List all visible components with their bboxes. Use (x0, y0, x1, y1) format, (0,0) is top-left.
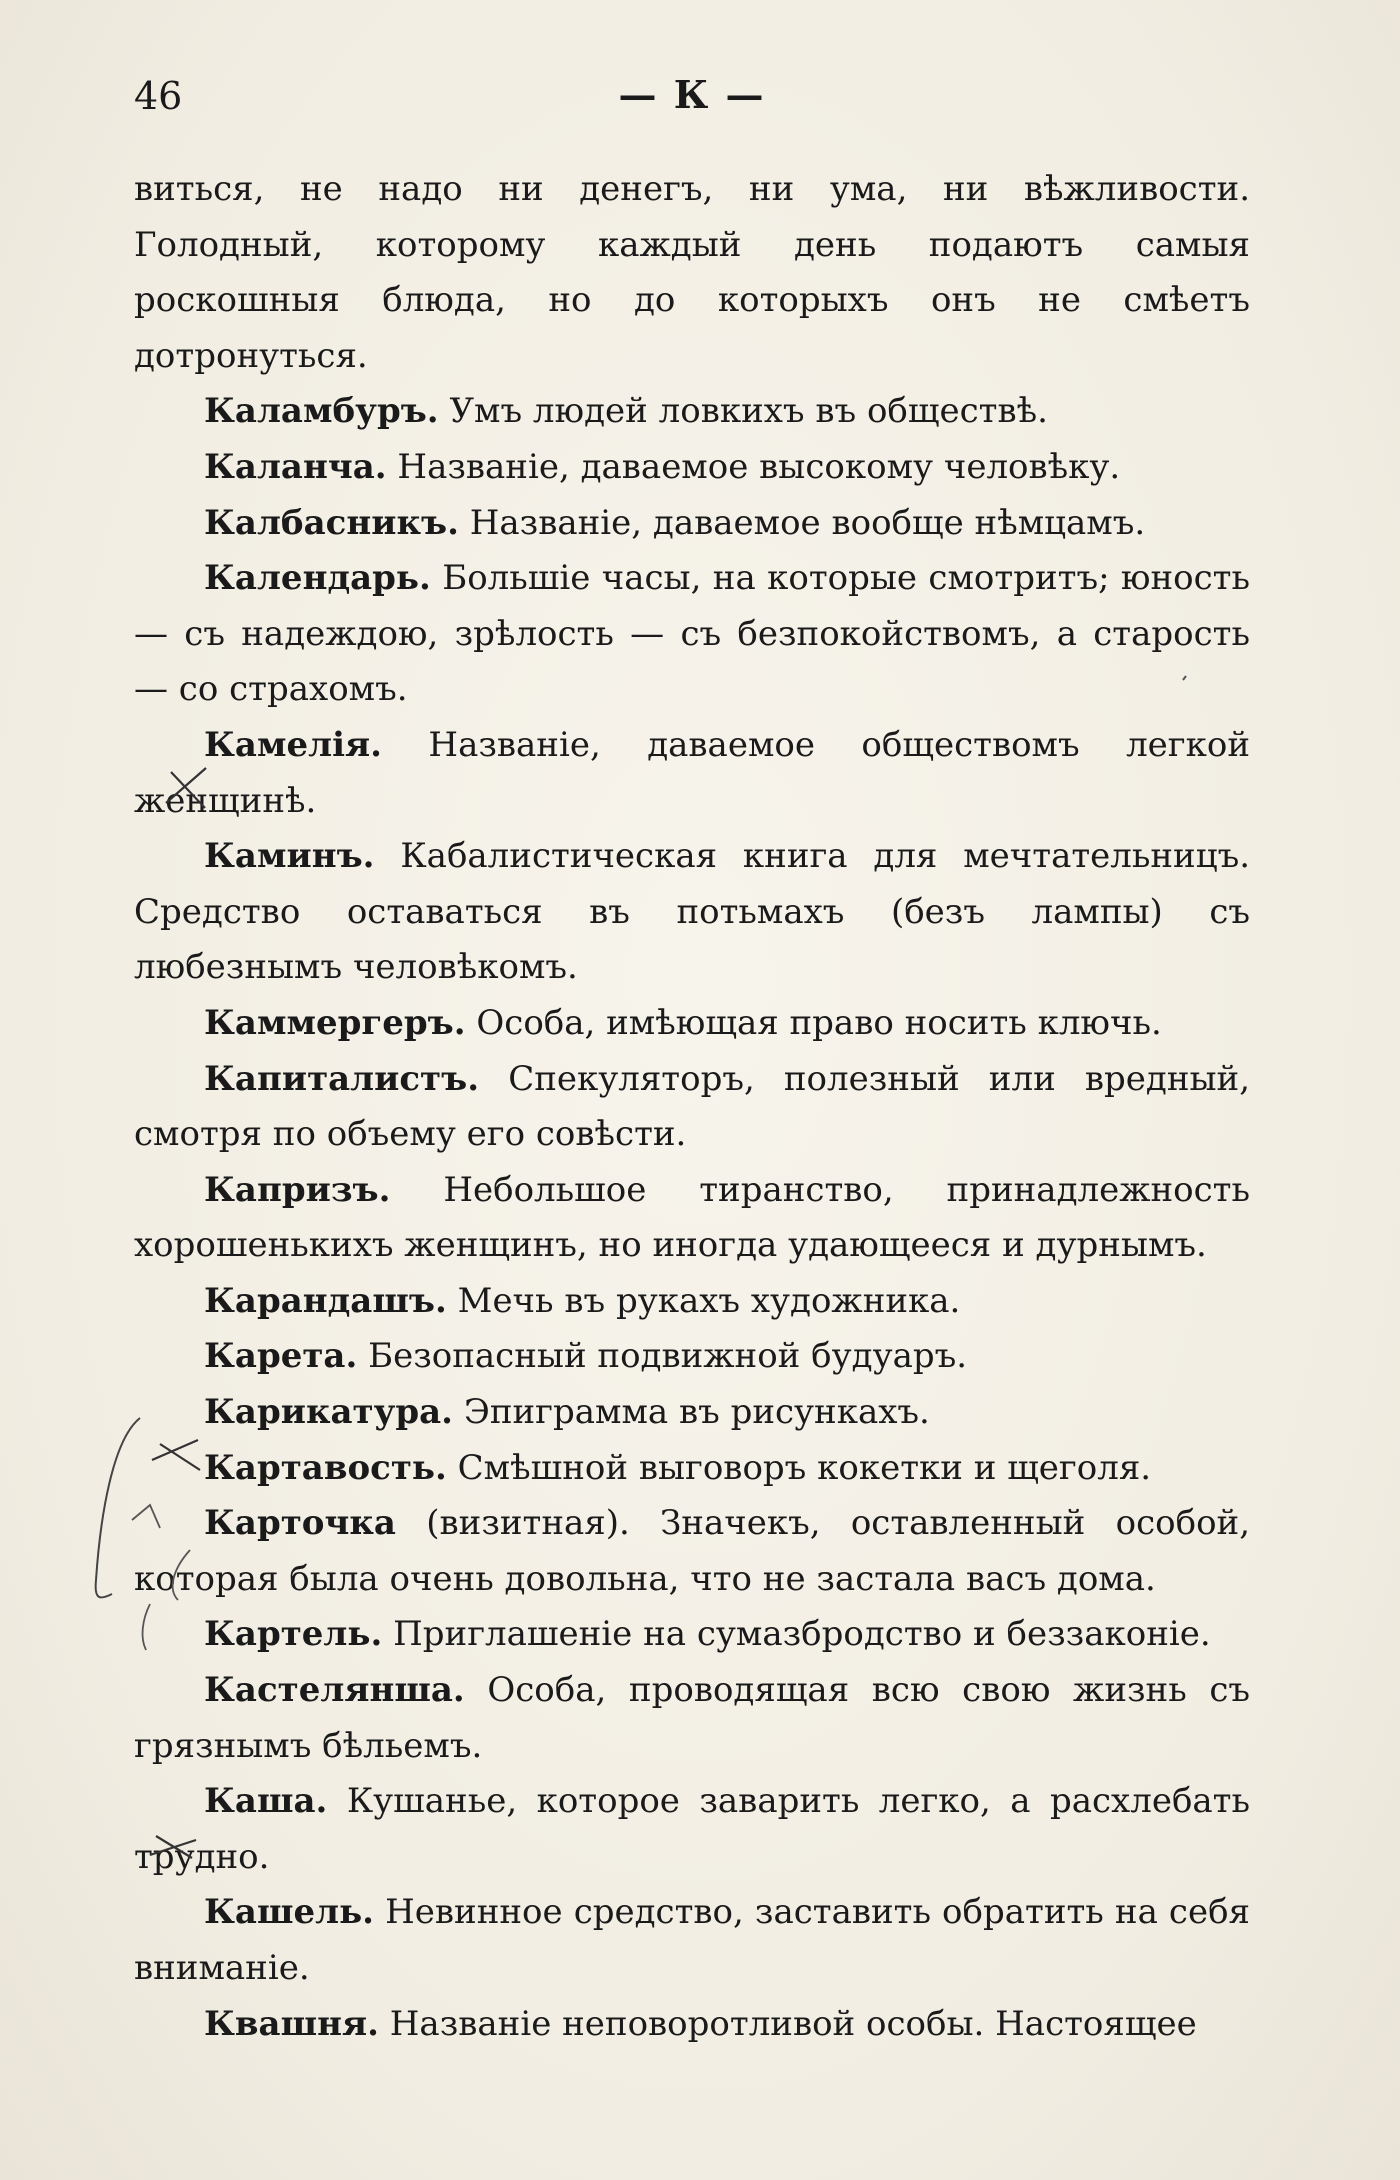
entry-definition: Эпиграмма въ рисункахъ. (463, 1392, 930, 1433)
page-header (134, 68, 1250, 128)
entry-definition: Небольшое тиранство, принадлежность хорошенькихъ женщинъ, но иногда удающееся и дурнымъ. (134, 1169, 1250, 1266)
dictionary-entry (134, 1274, 1250, 1330)
dictionary-entry (134, 440, 1250, 496)
dictionary-entry (134, 1385, 1250, 1441)
entry-definition: Названіе, даваемое вообще нѣмцамъ. (469, 502, 1146, 543)
entry-definition: Названіе, даваемое обществомъ легкой женщинѣ. (134, 724, 1250, 821)
dictionary-text (134, 162, 1250, 2052)
entry-headword: Каланча. (204, 446, 387, 487)
dictionary-entry (134, 1607, 1250, 1663)
continuation-paragraph: виться, не надо ни денегъ, ни ума, ни вѣжливости. Голодный, которому каждый день подаютъ самыя роскошныя блюда, но до которыхъ онъ не смѣетъ дотронуться. (134, 169, 1250, 376)
entry-headword: Каша. (204, 1781, 328, 1822)
dictionary-entry (134, 718, 1250, 829)
entry-headword: Картавость. (204, 1447, 447, 1488)
entry-definition: Безопасный подвижной будуаръ. (368, 1336, 968, 1377)
entry-headword: Каммергеръ. (204, 1002, 466, 1043)
dictionary-entry (134, 1052, 1250, 1163)
entry-definition: Большіе часы, на которые смотритъ; юность — съ надеждою, зрѣлость — съ безпокойствомъ, а старость — со страхомъ. (134, 558, 1250, 710)
dictionary-entry (134, 829, 1250, 996)
entry-list (134, 384, 1250, 2052)
dictionary-entry (134, 1496, 1250, 1607)
entry-headword: Капризъ. (204, 1169, 391, 1210)
entry-headword: Камелія. (204, 724, 382, 765)
entry-definition: (визитная). Значекъ, оставленный особой, которая была очень довольна, что не застала васъ дома. (134, 1503, 1251, 1599)
entry-definition: Кушанье, которое заварить легко, а расхлебать трудно. (134, 1781, 1251, 1877)
page-number: 46 (134, 74, 183, 118)
dictionary-entry (134, 1997, 1250, 2053)
entry-definition: Спекуляторъ, полезный или вредный, смотря по объему его совѣсти. (134, 1058, 1251, 1155)
entry-headword: Каламбуръ. (204, 391, 439, 432)
entry-headword: Кашель. (204, 1892, 375, 1933)
dictionary-entry (134, 1774, 1250, 1885)
entry-definition: Смѣшной выговоръ кокетки и щеголя. (457, 1447, 1152, 1488)
entry-headword: Кастелянша. (204, 1670, 465, 1711)
entry-definition: Названіе, даваемое высокому человѣку. (397, 446, 1121, 487)
dictionary-entry (134, 551, 1250, 718)
dictionary-entry (134, 384, 1250, 440)
section-letter: — К — (618, 72, 766, 117)
dictionary-entry (134, 1663, 1250, 1774)
entry-headword: Карточка (204, 1503, 396, 1544)
entry-headword: Карандашъ. (204, 1280, 447, 1321)
entry-definition: Особа, проводящая всю свою жизнь съ грязнымъ бѣльемъ. (134, 1670, 1250, 1766)
entry-definition: Приглашеніе на сумазбродство и беззаконіе. (393, 1614, 1211, 1655)
entry-definition: Названіе неповоротливой особы. Настоящее (389, 2003, 1197, 2044)
dictionary-entry (134, 496, 1250, 552)
dictionary-entry (134, 1441, 1250, 1497)
entry-definition: Кабалистическая книга для мечтательницъ. Средство оставаться въ потьмахъ (безъ лампы) съ любезнымъ человѣкомъ. (134, 836, 1251, 988)
entry-headword: Калбасникъ. (204, 502, 459, 543)
entry-headword: Капиталистъ. (204, 1058, 480, 1099)
entry-definition: Мечь въ рукахъ художника. (457, 1280, 961, 1321)
entry-headword: Календарь. (204, 558, 431, 599)
entry-headword: Картель. (204, 1614, 383, 1655)
entry-definition: Невинное средство, заставить обратить на себя вниманіе. (134, 1892, 1251, 1988)
entry-headword: Карикатура. (204, 1392, 454, 1433)
entry-definition: Умъ людей ловкихъ въ обществѣ. (449, 391, 1048, 432)
entry-definition: Особа, имѣющая право носить ключь. (476, 1002, 1162, 1043)
dictionary-entry (134, 1163, 1250, 1274)
entry-headword: Квашня. (204, 2003, 379, 2044)
entry-headword: Карета. (204, 1336, 358, 1377)
dictionary-entry (134, 1329, 1250, 1385)
dictionary-entry (134, 996, 1250, 1052)
dictionary-entry (134, 1885, 1250, 1996)
entry-headword: Каминъ. (204, 836, 375, 877)
